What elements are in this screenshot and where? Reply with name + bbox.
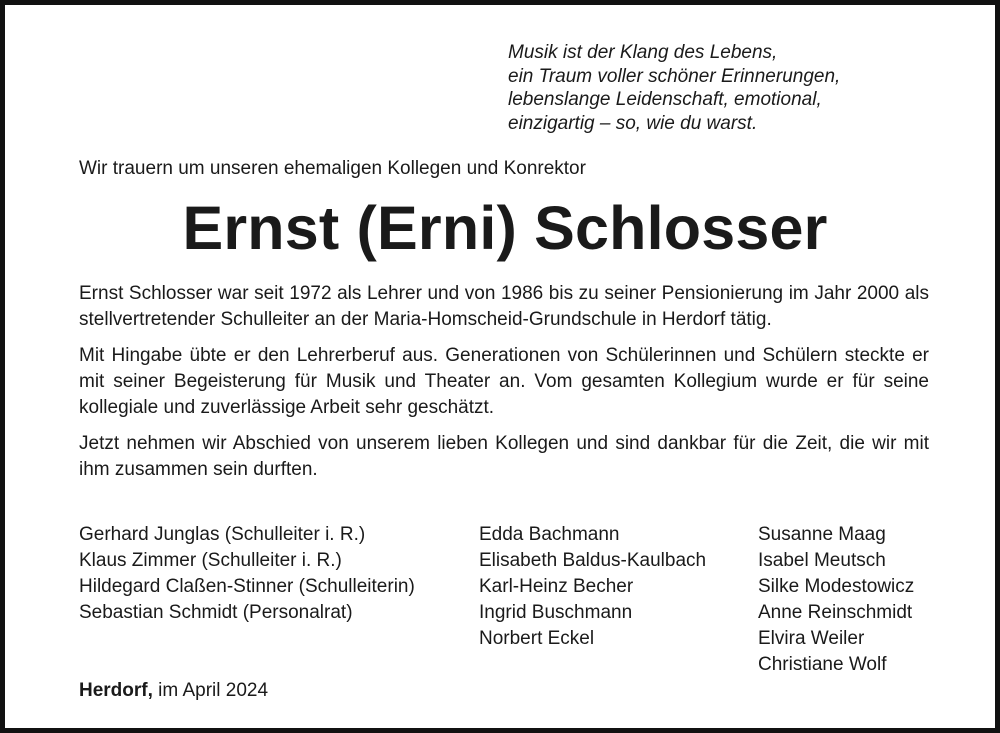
signer-name: Sebastian Schmidt (Personalrat) [79, 602, 353, 623]
signer-name: Gerhard Junglas (Schulleiter i. R.) [79, 524, 366, 545]
quote-line: Musik ist der Klang des Lebens, [508, 42, 778, 63]
signer-name: Isabel Meutsch [758, 550, 886, 571]
signer-name: Elvira Weiler [758, 628, 865, 649]
signer-name: Elisabeth Baldus-Kaulbach [479, 550, 707, 571]
deceased-name: Ernst (Erni) Schlosser [182, 194, 828, 262]
signer-name: Anne Reinschmidt [758, 602, 913, 623]
signers-column-2 [479, 522, 706, 652]
intro-text: Wir trauern um unseren ehemaligen Kollegen und Konrektor [79, 158, 586, 179]
signer-name: Christiane Wolf [758, 654, 887, 675]
signer-name: Karl-Heinz Becher [479, 576, 634, 597]
signers-column-1 [79, 522, 415, 626]
quote-verse [508, 41, 840, 135]
place-date [79, 680, 268, 702]
signers-column-3 [758, 522, 914, 678]
closing-place: Herdorf, [79, 680, 153, 701]
signer-name: Klaus Zimmer (Schulleiter i. R.) [79, 550, 342, 571]
quote-line: einzigartig – so, wie du warst. [508, 112, 758, 134]
body-paragraph: Mit Hingabe übte er den Lehrerberuf aus. Generationen von Schülerinnen und Schülern steckte er mit seiner Begeisterung für Musik und Theater an. Vom gesamten Kollegium wurde er für seine kollegiale und zuverlässige Arbeit sehr geschätzt. [79, 345, 929, 418]
quote-line: ein Traum voller schöner Erinnerungen, [508, 65, 841, 87]
body-paragraph: Jetzt nehmen wir Abschied von unserem lieben Kollegen und sind dankbar für die Zeit, die wir mit ihm zusammen sein durften. [79, 433, 929, 480]
signer-name: Hildegard Claßen-Stinner (Schulleiterin) [79, 576, 415, 597]
signer-name: Norbert Eckel [479, 628, 595, 649]
signer-name: Ingrid Buschmann [479, 602, 633, 623]
obituary-body [79, 281, 929, 493]
closing-date: im April 2024 [152, 680, 269, 701]
signer-name: Edda Bachmann [479, 524, 620, 545]
quote-line: lebenslange Leidenschaft, emotional, [508, 89, 822, 110]
body-paragraph: Ernst Schlosser war seit 1972 als Lehrer und von 1986 bis zu seiner Pensionierung im Jahr 2000 als stellvertretender Schulleiter an der Maria-Homscheid-Grundschule in Herdorf tätig. [79, 283, 929, 330]
signer-name: Susanne Maag [758, 524, 886, 545]
signer-name: Silke Modestowicz [758, 576, 915, 597]
